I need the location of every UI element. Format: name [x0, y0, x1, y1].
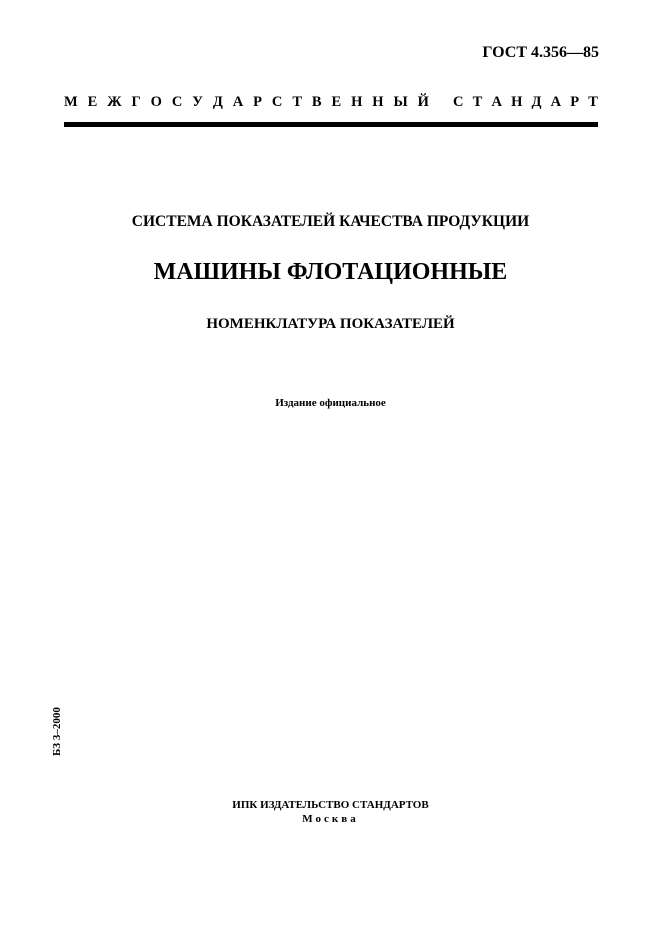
banner-letter: Т [292, 94, 302, 110]
banner-letter: Ы [393, 94, 408, 110]
standard-type-banner [64, 94, 598, 111]
publisher-name: ИПК ИЗДАТЕЛЬСТВО СТАНДАРТОВ [232, 799, 429, 811]
banner-letter: А [550, 94, 562, 110]
banner-letter: Р [253, 94, 262, 110]
banner-letter: А [232, 94, 244, 110]
banner-letter: Е [87, 94, 98, 110]
main-title: МАШИНЫ ФЛОТАЦИОННЫЕ [153, 259, 508, 285]
banner-letter: Н [372, 94, 384, 110]
subtitle: НОМЕНКЛАТУРА ПОКАЗАТЕЛЕЙ [206, 316, 455, 332]
banner-letter: С [271, 94, 283, 110]
publisher-city: Москва [302, 813, 359, 825]
banner-letter: А [491, 94, 502, 110]
banner-word-interstate [64, 94, 429, 111]
banner-letter: Й [417, 94, 429, 110]
series-title: СИСТЕМА ПОКАЗАТЕЛЕЙ КАЧЕСТВА ПРОДУКЦИИ [131, 213, 530, 230]
banner-letter: С [453, 94, 464, 110]
banner-letter: У [192, 94, 203, 110]
banner-letter: О [150, 94, 162, 110]
banner-letter: М [64, 94, 78, 110]
banner-letter: Д [531, 94, 542, 110]
banner-letter: Д [212, 94, 223, 110]
banner-word-standard [453, 94, 598, 111]
banner-letter: Ж [107, 94, 122, 110]
banner-letter: С [171, 94, 183, 110]
banner-letter: В [311, 94, 322, 110]
banner-letter: Т [472, 94, 483, 110]
banner-letter: Н [351, 94, 363, 110]
banner-letter: Р [570, 94, 580, 110]
banner-letter: Г [131, 94, 141, 110]
banner-letter: Е [331, 94, 342, 110]
banner-letter: Т [588, 94, 598, 110]
banner-letter: Н [511, 94, 523, 110]
side-catalog-code: БЗ 3–2000 [51, 707, 63, 756]
edition-note: Издание официальное [275, 397, 386, 409]
document-code: ГОСТ 4.356—85 [482, 44, 599, 61]
banner-rule [64, 122, 598, 127]
